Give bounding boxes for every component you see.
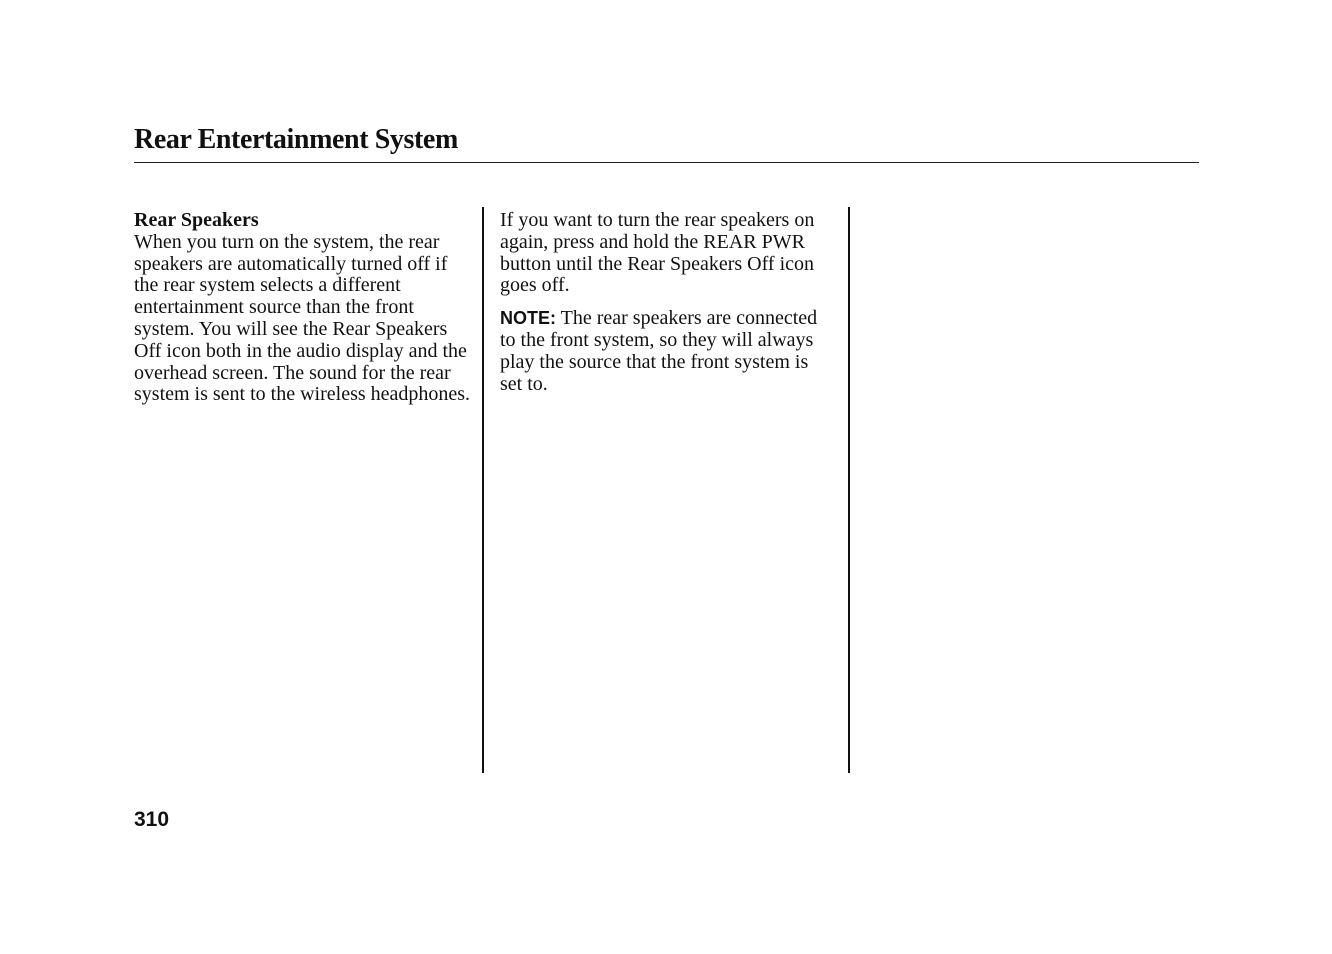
note-text: The rear speakers are connected to the front system, so they will always play the source that the front system is set to.: [500, 307, 818, 395]
section-heading-rear-speakers: Rear Speakers: [134, 209, 259, 231]
note-label: NOTE:: [500, 308, 556, 329]
rear-speakers-paragraph: When you turn on the system, the rear speakers are automatically turned off if the rear system selects a different entertainment source than the front system. You will see the Rear Speakers Off icon both in the audio display and the overhead screen. The sound for the rear system is sent to the wireless headphones.: [134, 230, 471, 406]
title-divider: [134, 162, 1199, 163]
column-divider-left: [482, 207, 484, 773]
note-paragraph: [500, 308, 835, 395]
left-column: [134, 210, 474, 406]
page-title: Rear Entertainment System: [134, 124, 458, 155]
rear-speakers-on-paragraph: If you want to turn the rear speakers on again, press and hold the REAR PWR button until the Rear Speakers Off icon goes off.: [500, 209, 815, 297]
page-number: 310: [134, 808, 170, 831]
middle-column: [500, 210, 835, 395]
column-divider-right: [848, 207, 850, 773]
